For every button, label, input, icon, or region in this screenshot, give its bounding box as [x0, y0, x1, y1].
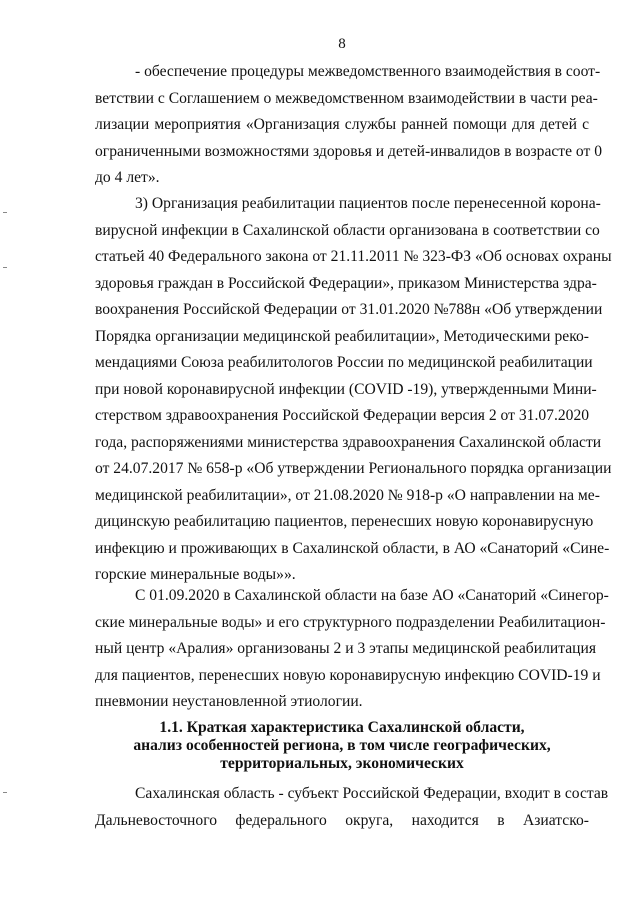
- text-line: горские минеральные воды»».: [95, 566, 296, 583]
- margin-mark: [3, 792, 7, 793]
- text-line: воохранения Российской Федерации от 31.01.2020 №788н «Об утверждении: [95, 301, 603, 318]
- text-line: дицинскую реабилитацию пациентов, перенесших новую коронавирусную: [95, 513, 594, 530]
- heading-line: анализ особенностей региона, в том числе географических,: [133, 737, 551, 754]
- text-line: здоровья граждан в Российской Федерации», приказом Министерства здра-: [95, 274, 597, 292]
- text-line: лизации мероприятия «Организация службы ранней помощи для детей с: [95, 116, 589, 133]
- text-line: 3) Организация реабилитации пациентов после перенесенной корона-: [135, 195, 601, 212]
- heading-line: 1.1. Краткая характеристика Сахалинской области,: [159, 719, 525, 736]
- text-line: инфекцию и проживающих в Сахалинской области, в АО «Санаторий «Сине-: [95, 539, 610, 557]
- text-line: Дальневосточного федерального округа, находится в Азиатско-: [95, 811, 589, 829]
- text-line: С 01.09.2020 в Сахалинской области на базе АО «Санаторий «Синегор-: [135, 587, 609, 604]
- text-line: вирусной инфекции в Сахалинской области организована в соответствии со: [95, 221, 600, 239]
- text-line: от 24.07.2017 № 658-р «Об утверждении Регионального порядка организации: [95, 460, 612, 477]
- page-number: 8: [338, 36, 346, 52]
- heading-line: территориальных, экономических: [220, 755, 464, 772]
- text-line: ограниченными возможностями здоровья и детей-инвалидов в возрасте от 0: [95, 142, 603, 160]
- paragraph-region-description: [95, 781, 609, 834]
- text-line: при новой коронавирусной инфекции (COVID -19), утвержденными Мини-: [95, 380, 597, 398]
- paragraph-covid-rehabilitation: [95, 191, 612, 589]
- text-line: статьей 40 Федерального закона от 21.11.2011 № 323-ФЗ «Об основах охраны: [95, 248, 612, 265]
- text-line: пневмонии неустановленной этиологии.: [95, 693, 363, 710]
- text-line: года, распоряжениями министерства здравоохранения Сахалинской области: [95, 433, 602, 451]
- text-line: ветствии с Соглашением о межведомственном взаимодействии в части реа-: [95, 89, 598, 107]
- text-line: Порядка организации медицинской реабилитации», Методическими реко-: [95, 327, 589, 345]
- text-line: стерством здравоохранения Российской Федерации версия 2 от 31.07.2020: [95, 407, 590, 424]
- text-line: для пациентов, перенесших новую коронавирусную инфекцию COVID-19 и: [95, 666, 601, 684]
- text-line: медицинской реабилитации», от 21.08.2020 № 918-р «О направлении на ме-: [95, 486, 600, 504]
- section-heading: [95, 719, 589, 773]
- text-line: Сахалинская область - субъект Российской Федерации, входит в состав: [135, 785, 609, 802]
- margin-mark: [3, 267, 7, 268]
- paragraph-interagency-cooperation: [95, 59, 603, 192]
- text-line: ские минеральные воды» и его структурного подразделении Реабилитацион-: [95, 613, 606, 631]
- text-line: до 4 лет».: [95, 169, 160, 186]
- paragraph-rehabilitation-stages: [95, 583, 609, 716]
- text-line: - обеспечение процедуры межведомственного взаимодействия в соот-: [135, 63, 601, 80]
- text-line: ный центр «Аралия» организованы 2 и 3 этапы медицинской реабилитация: [95, 640, 596, 657]
- text-line: мендациями Союза реабилитологов России по медицинской реабилитации: [95, 354, 593, 371]
- margin-mark: [3, 212, 7, 213]
